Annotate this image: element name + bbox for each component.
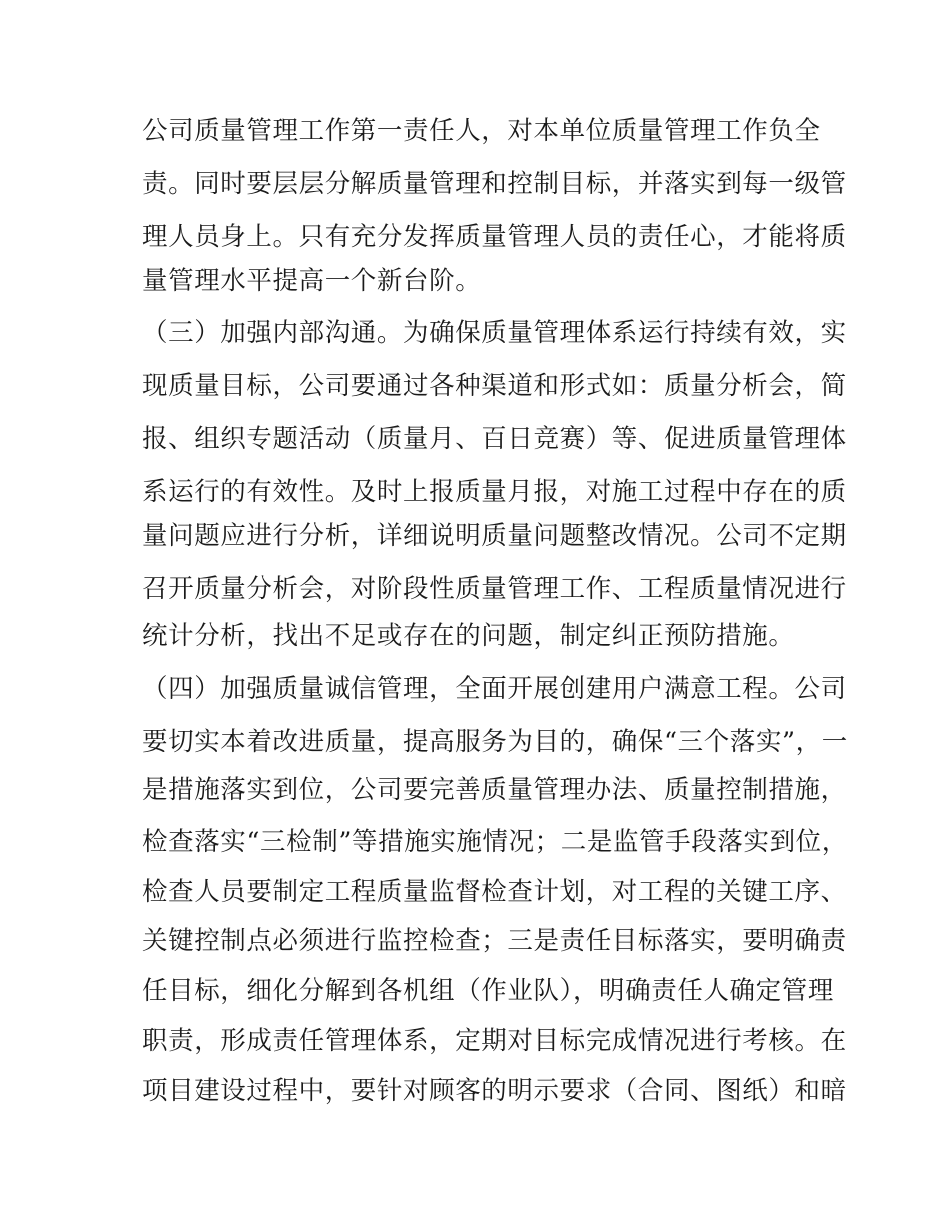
text-line: 统计分析，找出不足或存在的问题，制定纠正预防措施。: [142, 621, 795, 651]
text-line: （三）加强内部沟通。为确保质量管理体系运行持续有效，实: [142, 318, 847, 348]
text-line: 现质量目标，公司要通过各种渠道和形式如：质量分析会，简: [142, 371, 847, 401]
text-line: 责。同时要层层分解质量管理和控制目标，并落实到每一级管: [142, 169, 847, 199]
text-line: 召开质量分析会，对阶段性质量管理工作、工程质量情况进行: [142, 574, 847, 604]
text-line: 公司质量管理工作第一责任人，对本单位质量管理工作负全: [142, 116, 821, 146]
text-line: 理人员身上。只有充分发挥质量管理人员的责任心，才能将质: [142, 222, 847, 252]
text-line: 量管理水平提高一个新台阶。: [142, 266, 482, 296]
text-line: 任目标，细化分解到各机组（作业队），明确责任人确定管理: [142, 976, 834, 1006]
text-line: 检查落实“三检制”等措施实施情况；二是监管手段落实到位，: [142, 827, 848, 857]
text-line: 报、组织专题活动（质量月、百日竞赛）等、促进质量管理体: [142, 424, 847, 454]
text-line: 是措施落实到位，公司要完善质量管理办法、质量控制措施，: [142, 775, 847, 805]
text-line: 检查人员要制定工程质量监督检查计划，对工程的关键工序、: [142, 877, 847, 907]
text-line: 项目建设过程中，要针对顾客的明示要求（合同、图纸）和暗: [142, 1076, 847, 1106]
text-line: 关键控制点必须进行监控检查；三是责任目标落实，要明确责: [142, 926, 847, 956]
text-line: 职责，形成责任管理体系，定期对目标完成情况进行考核。在: [142, 1026, 847, 1056]
text-line: 要切实本着改进质量，提高服务为目的，确保“三个落实”，一: [142, 727, 848, 757]
text-line: 系运行的有效性。及时上报质量月报，对施工过程中存在的质: [142, 477, 847, 507]
text-line: 量问题应进行分析，详细说明质量问题整改情况。公司不定期: [142, 521, 847, 551]
text-line: （四）加强质量诚信管理，全面开展创建用户满意工程。公司: [142, 674, 847, 704]
